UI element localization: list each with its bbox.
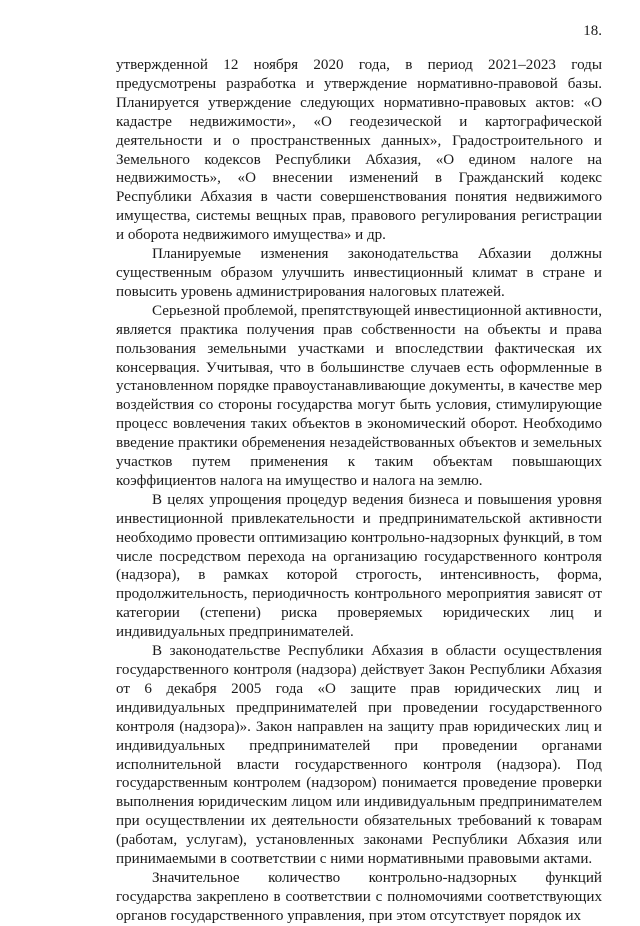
paragraph-4: В целях упрощения процедур ведения бизнеса и повышения уровня инвестиционной привлекательности и предпринимательской активности необходимо провести оптимизацию контрольно-надзорных функций, в том числе посредством перехода на организацию государственного контроля (надзора), в рамках которой строгость, интенсивность, форма, продолжительность, периодичность контрольного мероприятия зависят от категории (степени) риска проверяемых юридических лиц и индивидуальных предпринимателей. xyxy=(116,491,602,641)
paragraph-3: Серьезной проблемой, препятствующей инвестиционной активности, является практика получения прав собственности на объекты и права пользования земельными участками и впоследствии фактическая их консервация. Учитывая, что в большинстве случаев есть оформленные в установленном порядке правоустанавливающие документы, в качестве мер воздействия со стороны государства могут быть условия, стимулирующие процесс вовлечения таких объектов в экономический оборот. Необходимо введение практики обременения незадействованных объектов и земельных участков путем применения к таким объектам повышающих коэффициентов налога на имущество и налога на землю. xyxy=(116,302,602,489)
paragraph-6: Значительное количество контрольно-надзорных функций государства закреплено в соответствии с полномочиями соответствующих органов государственного управления, при этом отсутствует порядок их xyxy=(116,869,602,924)
body-text xyxy=(116,56,602,926)
paragraph-5: В законодательстве Республики Абхазия в области осуществления государственного контроля (надзора) действует Закон Республики Абхазия от 6 декабря 2005 года «О защите прав юридических лиц и индивидуальных предпринимателей при проведении государственного контроля (надзора)». Закон направлен на защиту прав юридических лиц и индивидуальных предпринимателей при проведении органами исполнительной власти государственного контроля (надзора). Под государственным контролем (надзором) понимается проведение проверки выполнения юридическим лицом или индивидуальным предпринимателем при осуществлении их деятельности обязательных требований к товарам (работам, услугам), установленных законами Республики Абхазия или принимаемыми в соответствии с ними нормативными правовыми актами. xyxy=(116,643,602,868)
paragraph-1: утвержденной 12 ноября 2020 года, в период 2021–2023 годы предусмотрены разработка и утверждение нормативно-правовой базы. Планируется утверждение следующих нормативно-правовых актов: «О кадастре недвижимости», «О геодезической и картографической деятельности и о пространственных данных», Градостроительного и Земельного кодексов Республики Абхазия, «О едином налоге на недвижимость», «О внесении изменений в Гражданский кодекс Республики Абхазия в части совершенствования понятия недвижимого имущества, системы вещных прав, правового регулирования регистрации и оборота недвижимого имущества» и др. xyxy=(116,57,602,244)
paragraph-2: Планируемые изменения законодательства Абхазии должны существенным образом улучшить инвестиционный климат в стране и повысить уровень администрирования налоговых платежей. xyxy=(116,246,602,300)
page-number: 18. xyxy=(583,23,602,39)
